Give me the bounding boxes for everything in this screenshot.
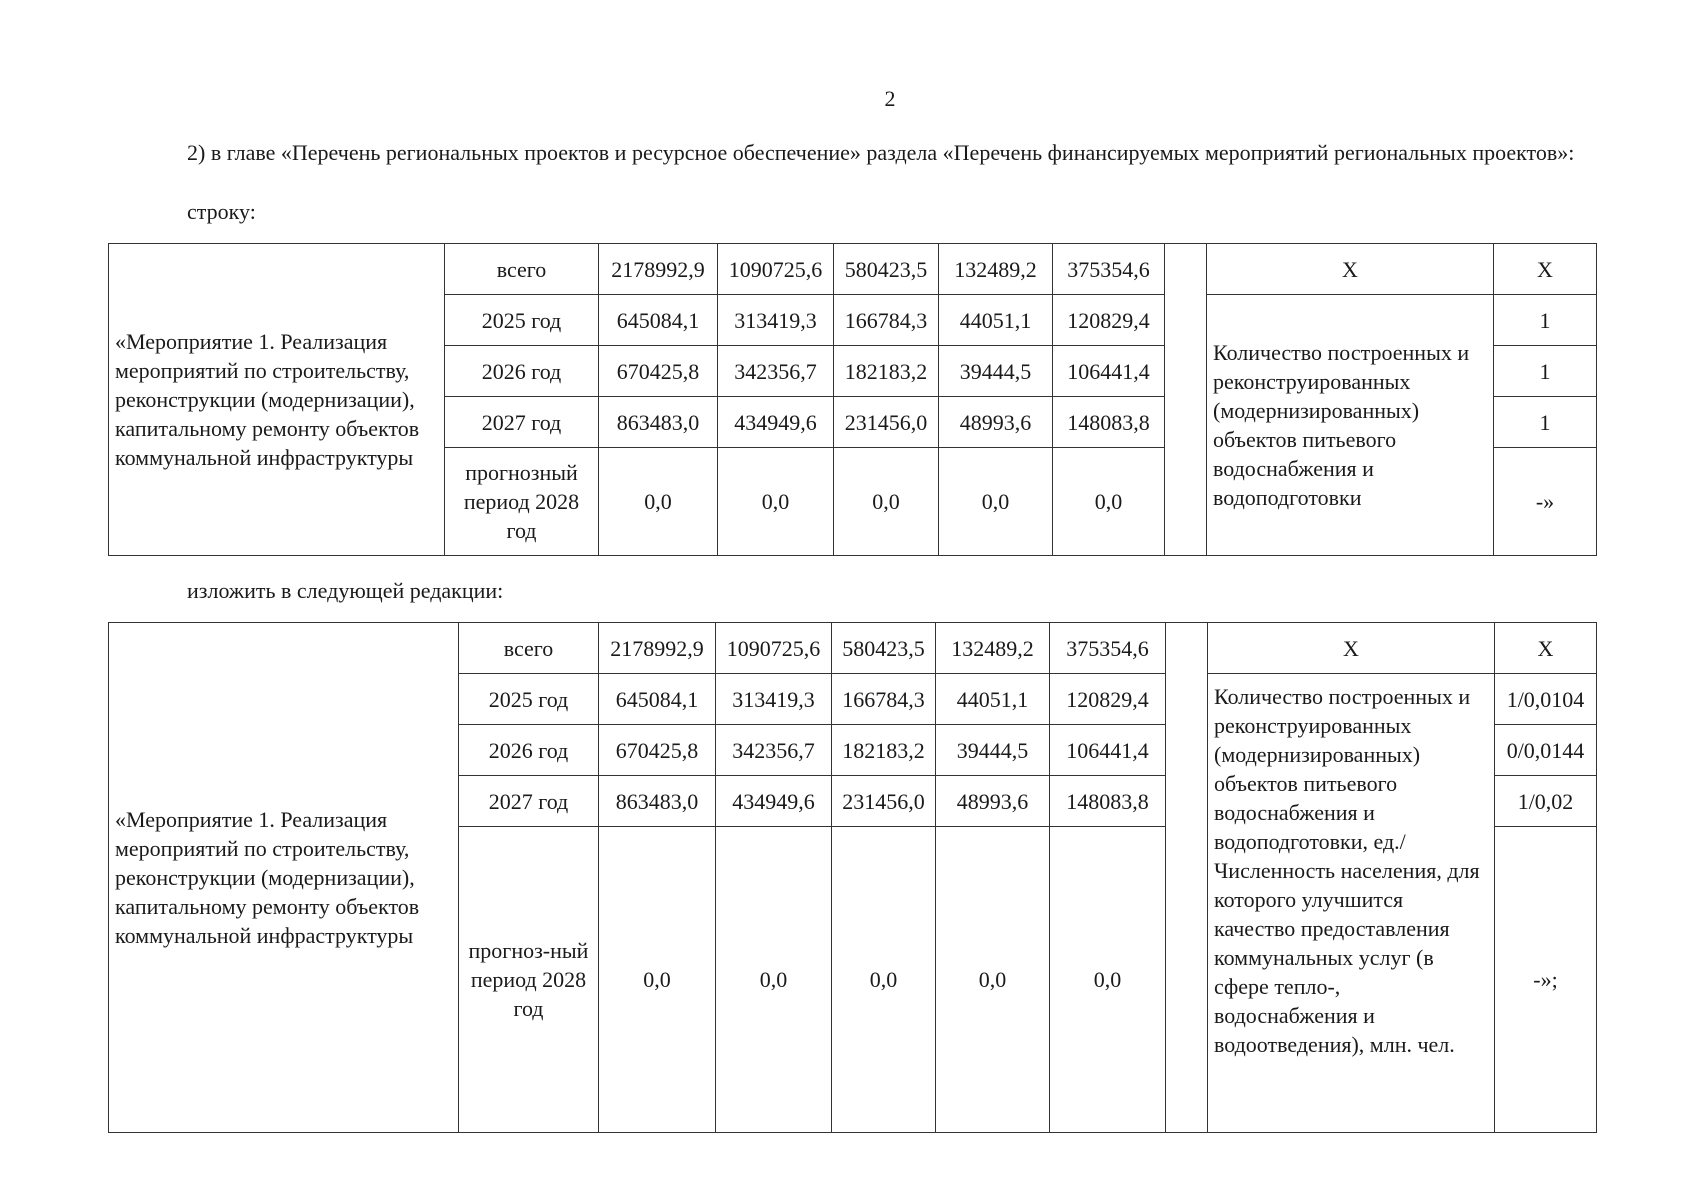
value-cell: 0,0 bbox=[718, 448, 834, 556]
value-cell: 166784,3 bbox=[832, 674, 936, 725]
value-cell: 0,0 bbox=[936, 827, 1050, 1133]
indicator-value-cell: X bbox=[1494, 244, 1597, 295]
period-cell: прогнозный период 2028 год bbox=[445, 448, 599, 556]
indicator-value-cell: 1/0,02 bbox=[1495, 776, 1597, 827]
period-cell: 2025 год bbox=[459, 674, 599, 725]
row-label: строку: bbox=[187, 199, 256, 224]
value-cell: 48993,6 bbox=[936, 776, 1050, 827]
value-cell: 313419,3 bbox=[718, 295, 834, 346]
value-cell: 44051,1 bbox=[936, 674, 1050, 725]
value-cell: 645084,1 bbox=[599, 295, 718, 346]
value-cell: 182183,2 bbox=[832, 725, 936, 776]
value-cell: 182183,2 bbox=[834, 346, 939, 397]
period-cell: 2027 год bbox=[459, 776, 599, 827]
value-cell: 2178992,9 bbox=[599, 623, 716, 674]
value-cell: 342356,7 bbox=[718, 346, 834, 397]
event-name-cell: «Мероприятие 1. Реализация мероприятий по строительству, реконструкции (модернизации), капитальному ремонту объектов коммунальной инфраструктуры bbox=[109, 623, 459, 1133]
value-cell: 434949,6 bbox=[718, 397, 834, 448]
value-cell: 0,0 bbox=[939, 448, 1053, 556]
indicator-value-cell: -» bbox=[1494, 448, 1597, 556]
replace-label: изложить в следующей редакции: bbox=[187, 578, 504, 603]
value-cell: 863483,0 bbox=[599, 776, 716, 827]
value-cell: 313419,3 bbox=[716, 674, 832, 725]
value-cell: 434949,6 bbox=[716, 776, 832, 827]
indicator-value-cell: 0/0,0144 bbox=[1495, 725, 1597, 776]
value-cell: 670425,8 bbox=[599, 346, 718, 397]
period-cell: 2026 год bbox=[459, 725, 599, 776]
old-table bbox=[108, 243, 1597, 556]
value-cell: 580423,5 bbox=[834, 244, 939, 295]
empty-cell bbox=[1166, 623, 1208, 1133]
event-name-cell: «Мероприятие 1. Реализация мероприятий по строительству, реконструкции (модернизации), капитальному ремонту объектов коммунальной инфраструктуры bbox=[109, 244, 445, 556]
indicator-x-cell: X bbox=[1207, 244, 1494, 295]
table-row bbox=[109, 244, 1597, 295]
value-cell: 0,0 bbox=[716, 827, 832, 1133]
value-cell: 44051,1 bbox=[939, 295, 1053, 346]
indicator-value-cell: 1 bbox=[1494, 397, 1597, 448]
indicator-value-cell: 1 bbox=[1494, 346, 1597, 397]
value-cell: 132489,2 bbox=[939, 244, 1053, 295]
period-cell: всего bbox=[459, 623, 599, 674]
table-row bbox=[109, 623, 1597, 674]
value-cell: 120829,4 bbox=[1050, 674, 1166, 725]
new-table bbox=[108, 622, 1597, 1133]
value-cell: 580423,5 bbox=[832, 623, 936, 674]
value-cell: 375354,6 bbox=[1053, 244, 1165, 295]
value-cell: 166784,3 bbox=[834, 295, 939, 346]
value-cell: 148083,8 bbox=[1053, 397, 1165, 448]
period-cell: 2027 год bbox=[445, 397, 599, 448]
value-cell: 48993,6 bbox=[939, 397, 1053, 448]
value-cell: 106441,4 bbox=[1050, 725, 1166, 776]
indicator-x-cell: X bbox=[1208, 623, 1495, 674]
indicator-name-cell: Количество построенных и реконструированных (модернизированных) объектов питьевого водоснабжения и водоподготовки, ед./ Численность населения, для которого улучшится качество предоставления коммунальных услуг (в сфере тепло-, водоснабжения и водоотведения), млн. чел. bbox=[1208, 674, 1495, 1133]
value-cell: 342356,7 bbox=[716, 725, 832, 776]
value-cell: 106441,4 bbox=[1053, 346, 1165, 397]
period-cell: 2026 год bbox=[445, 346, 599, 397]
value-cell: 0,0 bbox=[1050, 827, 1166, 1133]
value-cell: 0,0 bbox=[599, 827, 716, 1133]
period-cell: всего bbox=[445, 244, 599, 295]
value-cell: 231456,0 bbox=[832, 776, 936, 827]
period-cell: 2025 год bbox=[445, 295, 599, 346]
value-cell: 375354,6 bbox=[1050, 623, 1166, 674]
indicator-name-cell: Количество построенных и реконструированных (модернизированных) объектов питьевого водоснабжения и водоподготовки bbox=[1207, 295, 1494, 556]
value-cell: 0,0 bbox=[599, 448, 718, 556]
value-cell: 670425,8 bbox=[599, 725, 716, 776]
period-cell: прогноз-ный период 2028 год bbox=[459, 827, 599, 1133]
value-cell: 231456,0 bbox=[834, 397, 939, 448]
value-cell: 1090725,6 bbox=[716, 623, 832, 674]
value-cell: 645084,1 bbox=[599, 674, 716, 725]
value-cell: 0,0 bbox=[834, 448, 939, 556]
value-cell: 120829,4 bbox=[1053, 295, 1165, 346]
value-cell: 0,0 bbox=[832, 827, 936, 1133]
indicator-value-cell: 1 bbox=[1494, 295, 1597, 346]
value-cell: 132489,2 bbox=[936, 623, 1050, 674]
value-cell: 39444,5 bbox=[939, 346, 1053, 397]
value-cell: 2178992,9 bbox=[599, 244, 718, 295]
value-cell: 863483,0 bbox=[599, 397, 718, 448]
value-cell: 1090725,6 bbox=[718, 244, 834, 295]
indicator-value-cell: 1/0,0104 bbox=[1495, 674, 1597, 725]
indicator-value-cell: X bbox=[1495, 623, 1597, 674]
value-cell: 148083,8 bbox=[1050, 776, 1166, 827]
indicator-value-cell: -»; bbox=[1495, 827, 1597, 1133]
value-cell: 0,0 bbox=[1053, 448, 1165, 556]
value-cell: 39444,5 bbox=[936, 725, 1050, 776]
intro-paragraph: 2) в главе «Перечень региональных проектов и ресурсное обеспечение» раздела «Перечень финансируемых мероприятий региональных проектов»: bbox=[187, 140, 1575, 165]
page-number: 2 bbox=[884, 86, 896, 111]
empty-cell bbox=[1165, 244, 1207, 556]
